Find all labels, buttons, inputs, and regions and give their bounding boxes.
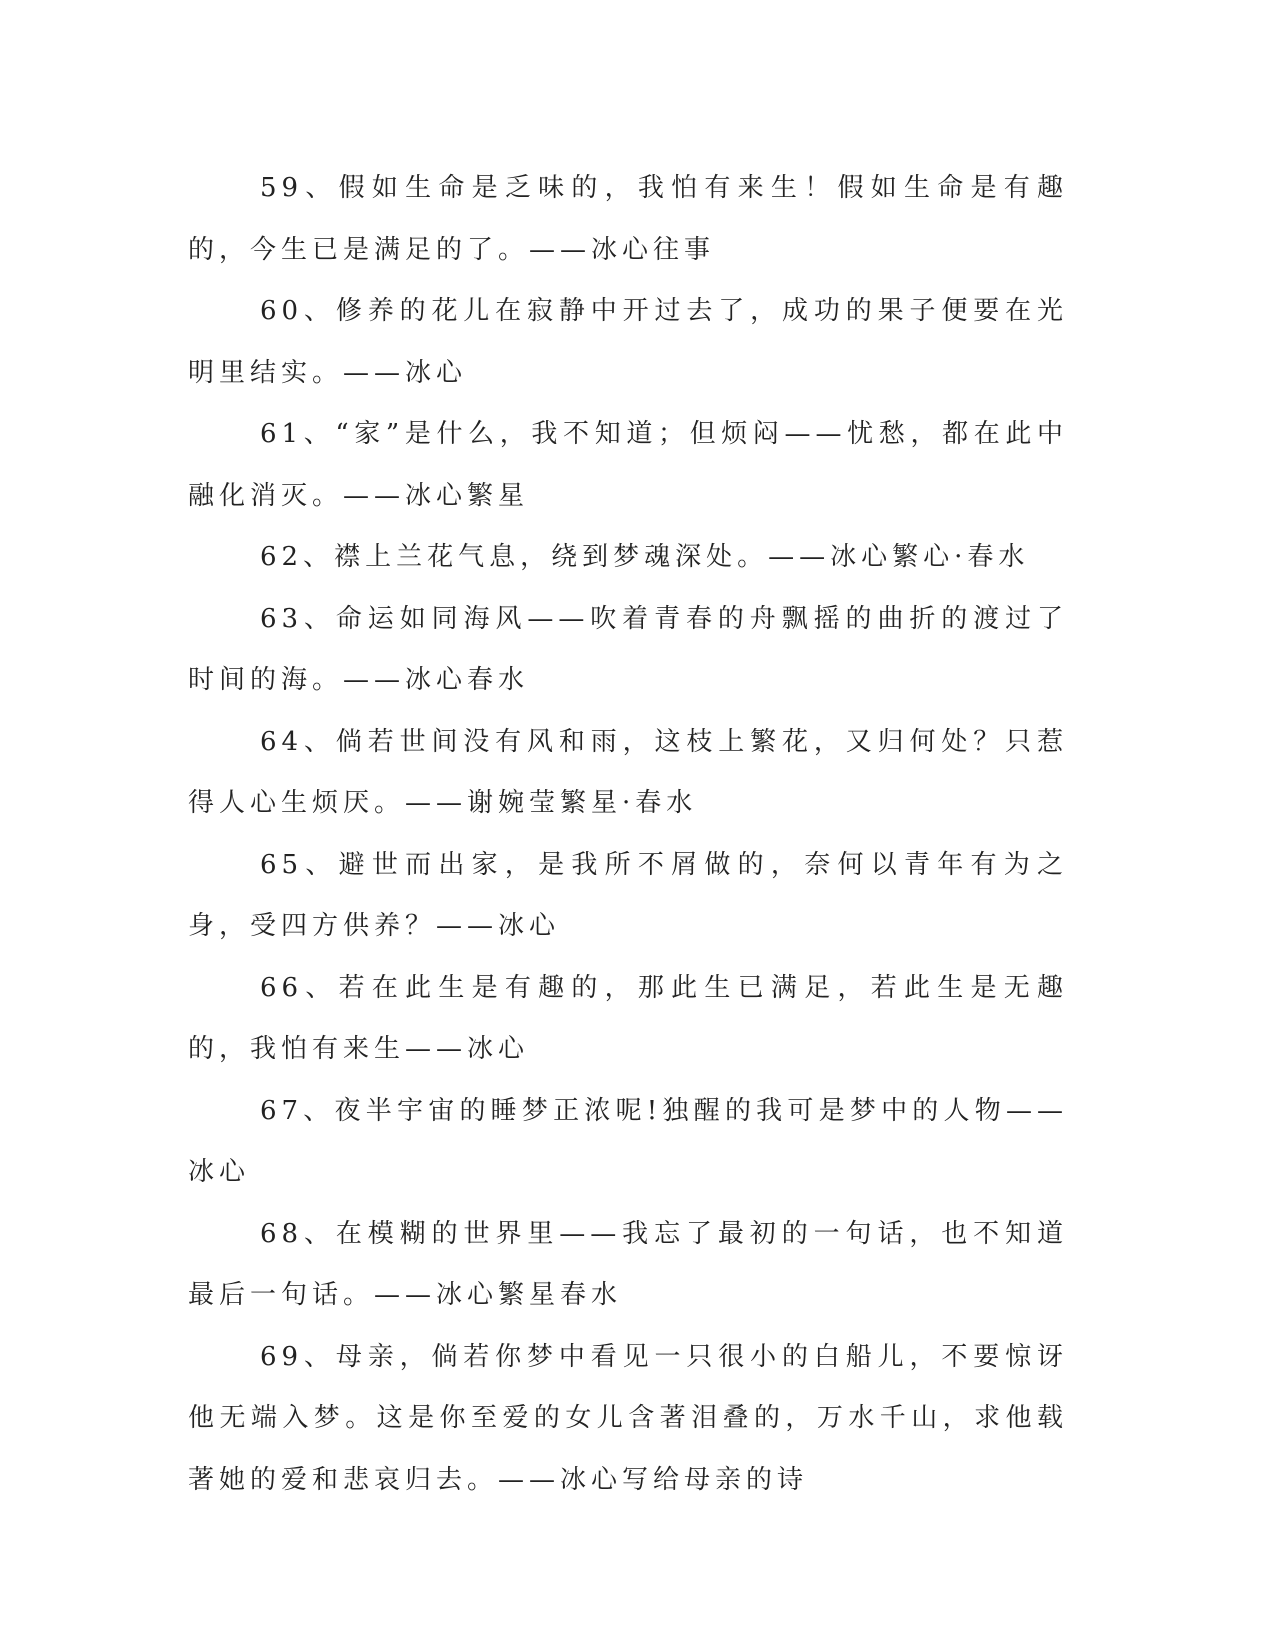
document-body [188,158,1068,1511]
quote-paragraph-67: 67、夜半宇宙的睡梦正浓呢!独醒的我可是梦中的人物——冰心 [188,1095,1068,1187]
quote-paragraph-61: 61、“家”是什么，我不知道；但烦闷——忧愁，都在此中融化消灭。——冰心繁星 [188,419,1068,511]
quote-paragraph-68: 68、在模糊的世界里——我忘了最初的一句话，也不知道最后一句话。——冰心繁星春水 [188,1218,1068,1310]
quote-paragraph-63: 63、命运如同海风——吹着青春的舟飘摇的曲折的渡过了时间的海。——冰心春水 [188,603,1068,695]
quote-paragraph-59: 59、假如生命是乏味的，我怕有来生！假如生命是有趣的，今生已是满足的了。——冰心往事 [188,173,1068,265]
quote-paragraph-65: 65、避世而出家，是我所不屑做的，奈何以青年有为之身，受四方供养？——冰心 [188,849,1068,941]
quote-paragraph-62: 62、襟上兰花气息，绕到梦魂深处。——冰心繁心·春水 [260,542,1030,572]
quote-paragraph-66: 66、若在此生是有趣的，那此生已满足，若此生是无趣的，我怕有来生——冰心 [188,972,1068,1064]
quote-paragraph-64: 64、倘若世间没有风和雨，这枝上繁花，又归何处？只惹得人心生烦厌。——谢婉莹繁星·春水 [188,726,1068,818]
quote-paragraph-69: 69、母亲，倘若你梦中看见一只很小的白船儿，不要惊讶他无端入梦。这是你至爱的女儿含著泪叠的，万水千山，求他载著她的爱和悲哀归去。——冰心写给母亲的诗 [188,1341,1068,1495]
quote-paragraph-60: 60、修养的花儿在寂静中开过去了，成功的果子便要在光明里结实。——冰心 [188,296,1068,388]
